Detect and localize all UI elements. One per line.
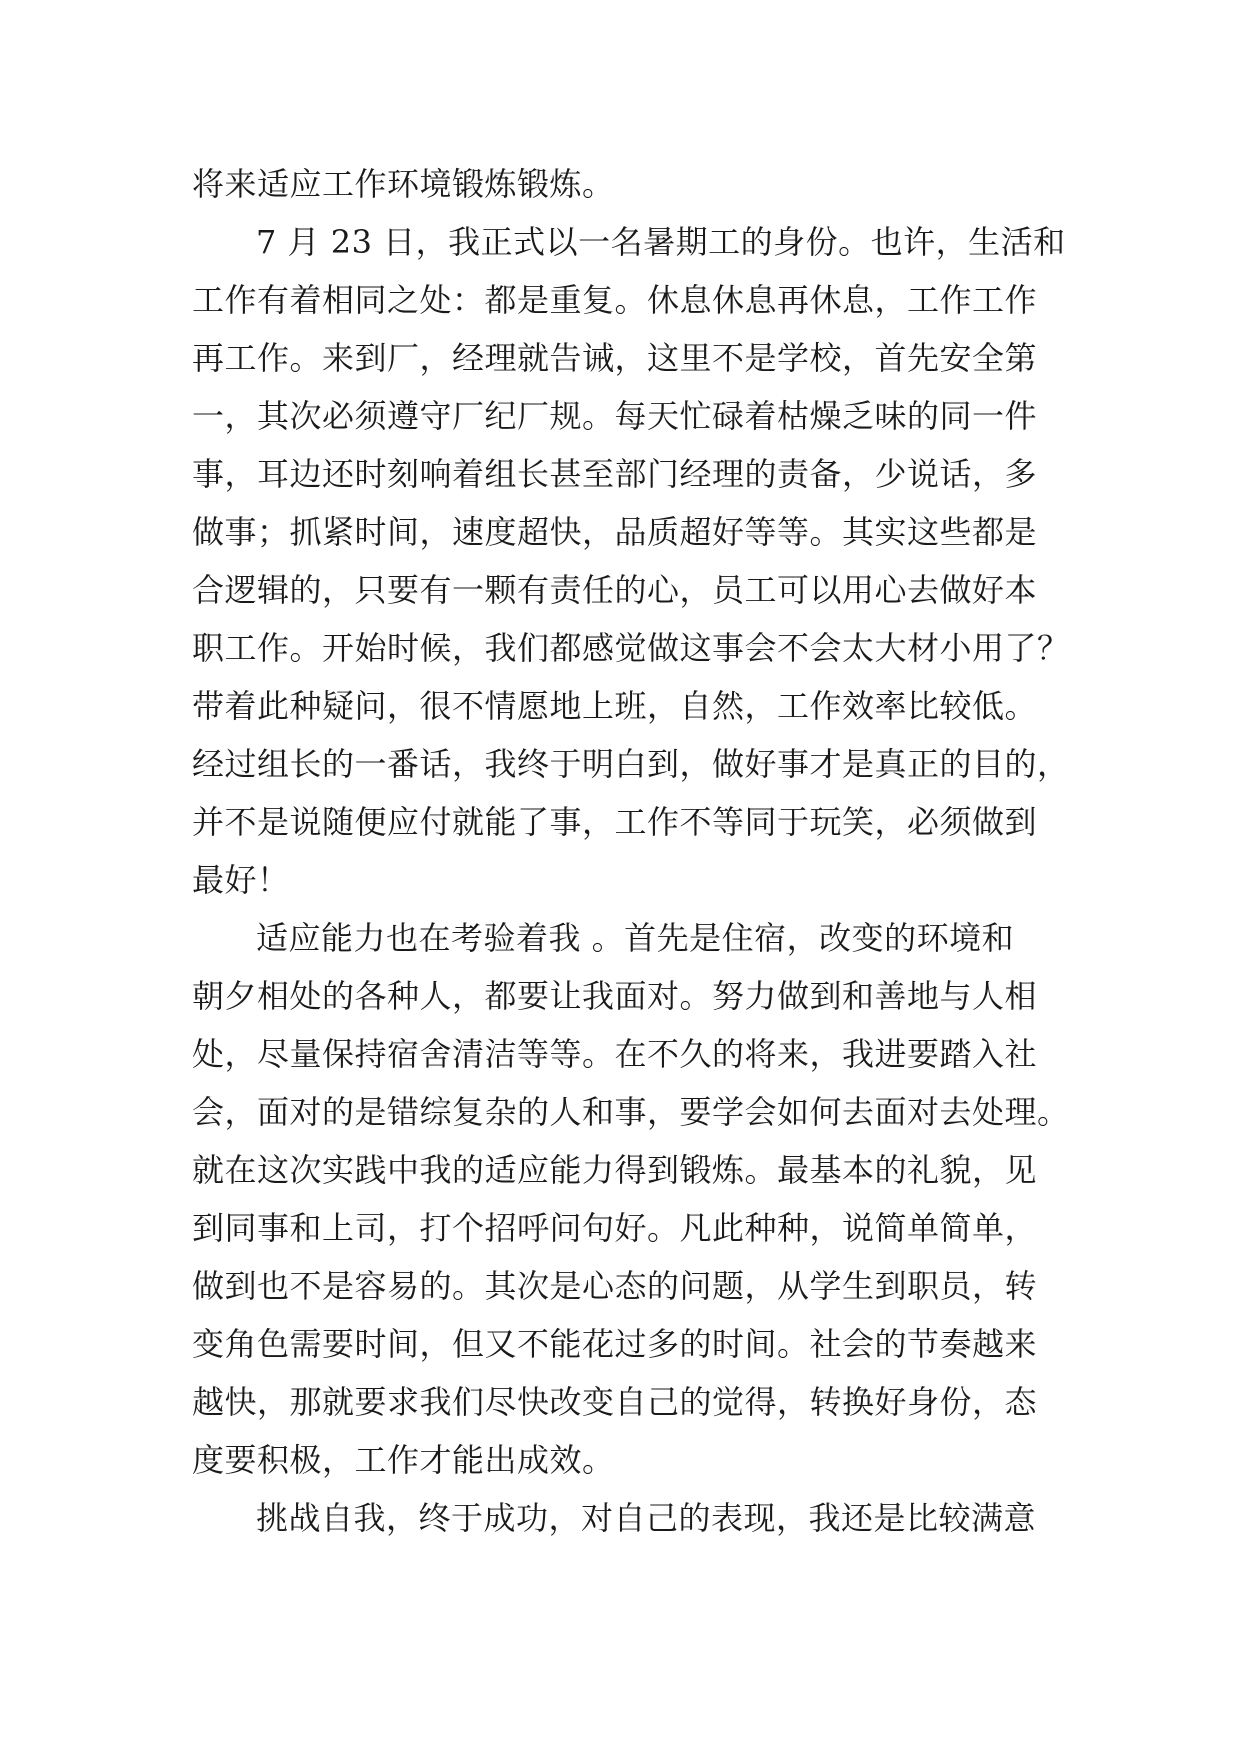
text-line: 职工作。开始时候，我们都感觉做这事会不会太大材小用了？ (192, 629, 1070, 667)
text-line: 一，其次必须遵守厂纪厂规。每天忙碌着枯燥乏味的同一件 (192, 397, 1038, 435)
text-line: 带着此种疑问，很不情愿地上班，自然，工作效率比较低。 (192, 687, 1038, 725)
document-body (192, 155, 1072, 1547)
text-line: 最好！ (192, 861, 290, 899)
text-line: 合逻辑的，只要有一颗有责任的心，员工可以用心去做好本 (192, 571, 1038, 609)
text-line: 就在这次实践中我的适应能力得到锻炼。最基本的礼貌，见 (192, 1151, 1038, 1189)
text-line: 做到也不是容易的。其次是心态的问题，从学生到职员，转 (192, 1267, 1038, 1305)
text-line: 挑战自我，终于成功，对自己的表现，我还是比较满意 (256, 1499, 1037, 1537)
text-line: 事，耳边还时刻响着组长甚至部门经理的责备，少说话，多 (192, 455, 1038, 493)
text-line: 处，尽量保持宿舍清洁等等。在不久的将来，我进要踏入社 (192, 1035, 1038, 1073)
text-line: 并不是说随便应付就能了事，工作不等同于玩笑，必须做到 (192, 803, 1038, 841)
text-line: 做事；抓紧时间，速度超快，品质超好等等。其实这些都是 (192, 513, 1038, 551)
text-line: 将来适应工作环境锻炼锻炼。 (192, 165, 615, 203)
text-line: 7 月 23 日，我正式以一名暑期工的身份。也许，生活和 (256, 223, 1066, 261)
text-line: 变角色需要时间，但又不能花过多的时间。社会的节奏越来 (192, 1325, 1038, 1363)
text-line: 到同事和上司，打个招呼问句好。凡此种种，说简单简单， (192, 1209, 1038, 1247)
text-line: 会，面对的是错综复杂的人和事，要学会如何去面对去处理。 (192, 1093, 1070, 1131)
text-line: 工作有着相同之处：都是重复。休息休息再休息，工作工作 (192, 281, 1038, 319)
text-line: 度要积极，工作才能出成效。 (192, 1441, 615, 1479)
text-line: 适应能力也在考验着我 。首先是住宿，改变的环境和 (256, 919, 1015, 957)
text-line: 再工作。来到厂，经理就告诫，这里不是学校，首先安全第 (192, 339, 1038, 377)
text-line: 经过组长的一番话，我终于明白到，做好事才是真正的目的， (192, 745, 1070, 783)
text-line: 越快，那就要求我们尽快改变自己的觉得，转换好身份，态 (192, 1383, 1038, 1421)
text-line: 朝夕相处的各种人，都要让我面对。努力做到和善地与人相 (192, 977, 1038, 1015)
